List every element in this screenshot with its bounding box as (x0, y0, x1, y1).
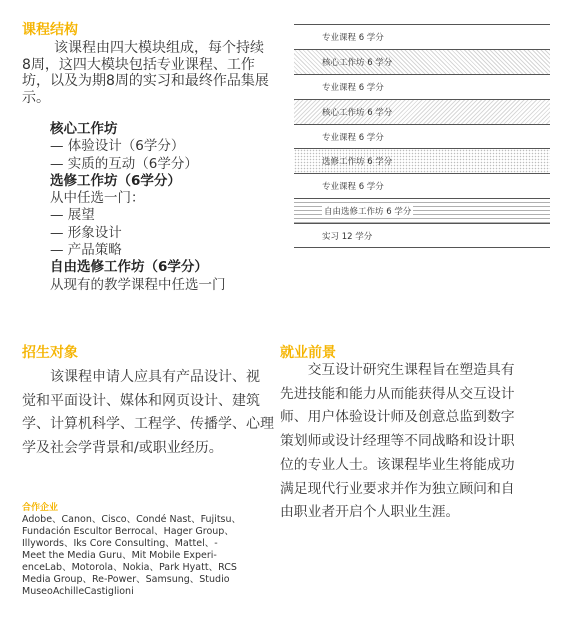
partners-line: Adobe、Canon、Cisco、Condé Nast、Fujitsu、 (22, 514, 242, 525)
timeline-row-label: 核心工作坊 6 学分 (322, 107, 393, 118)
core-workshop-title: 核心工作坊 (50, 121, 118, 137)
timeline-row (294, 223, 550, 248)
partners-heading: 合作企业 (22, 503, 59, 513)
module-timeline (294, 24, 550, 248)
core-workshop-item: — 体验设计（6学分） (50, 138, 185, 155)
course-structure-intro (22, 40, 292, 106)
admission-text (22, 366, 280, 461)
partners-line: Fundación Escultor Berrocal、Hager Group、 (22, 526, 234, 537)
career-heading: 就业前景 (280, 345, 336, 361)
partners-line: enceLab、Motorola、Nokia、Park Hyatt、RCS (22, 562, 237, 573)
module-list (50, 121, 226, 294)
career-line: 策划师或设计经理等不同战略和设计职 (280, 433, 515, 450)
career-line: 先进技能和能力从而能获得从交互设计 (280, 385, 515, 402)
timeline-row (294, 49, 550, 74)
intro-line: 示。 (22, 89, 50, 106)
admission-line: 学及社会学背景和/或职业经历。 (22, 440, 223, 457)
free-elective-desc: 从现有的教学课程中任选一门 (50, 276, 226, 293)
career-line: 师、用户体验设计师及创意总监到数字 (280, 409, 515, 426)
admission-line: 学、计算机科学、工程学、传播学、心理 (22, 416, 274, 433)
admission-line: 觉和平面设计、媒体和网页设计、建筑 (22, 392, 260, 409)
timeline-row-label: 专业课程 6 学分 (322, 182, 384, 193)
elective-intro: 从中任选一门： (50, 190, 145, 207)
elective-item: — 形象设计 (50, 224, 122, 241)
timeline-row-label: 实习 12 学分 (322, 232, 373, 243)
timeline-row (294, 124, 550, 149)
admission-heading: 招生对象 (22, 345, 78, 361)
admission-line: 该课程申请人应具有产品设计、视 (50, 369, 260, 385)
career-text (280, 359, 550, 525)
course-structure-heading: 课程结构 (22, 22, 78, 38)
free-elective-title: 自由选修工作坊（6学分） (50, 259, 208, 276)
core-workshop-item: — 实质的互动（6学分） (50, 155, 198, 172)
elective-item: — 产品策略 (50, 242, 122, 259)
intro-line: 8周，这四大模块包括专业课程、工作 (22, 56, 255, 73)
timeline-row (294, 173, 550, 198)
timeline-row (294, 148, 550, 173)
partners-line: Media Group、Re-Power、Samsung、Studio (22, 574, 230, 585)
career-line: 满足现代行业要求并作为独立顾问和自 (280, 480, 515, 497)
intro-line: 坊，以及为期8周的实习和最终作品集展 (22, 73, 269, 89)
timeline-row-label: 核心工作坊 6 学分 (322, 57, 393, 68)
timeline-row (294, 198, 550, 223)
timeline-row-label: 专业课程 6 学分 (322, 33, 384, 43)
timeline-row (294, 24, 550, 49)
timeline-row-label: 自由选修工作坊 6 学分 (324, 207, 412, 218)
timeline-row-label: 选修工作坊 6 学分 (322, 157, 393, 168)
career-line: 位的专业人士。该课程毕业生将能成功 (280, 456, 515, 473)
intro-line: 该课程由四大模块组成，每个持续 (54, 40, 264, 56)
career-line: 交互设计研究生课程旨在塑造具有 (307, 362, 515, 378)
elective-item: — 展望 (50, 207, 95, 224)
timeline-row (294, 74, 550, 99)
partners-line: Illywords、Iks Core Consulting、Mattel、- (22, 538, 218, 549)
career-line: 由职业者开启个人职业生涯。 (280, 504, 460, 521)
partners-line: Meet the Media Guru、Mit Mobile Experi- (22, 550, 217, 561)
timeline-row-label: 专业课程 6 学分 (322, 132, 384, 143)
timeline-row-label: 专业课程 6 学分 (322, 82, 384, 93)
partners-line: MuseoAchilleCastiglioni (22, 586, 134, 597)
timeline-row (294, 99, 550, 124)
partners-list (22, 514, 272, 598)
elective-workshop-title: 选修工作坊（6学分） (50, 172, 181, 189)
